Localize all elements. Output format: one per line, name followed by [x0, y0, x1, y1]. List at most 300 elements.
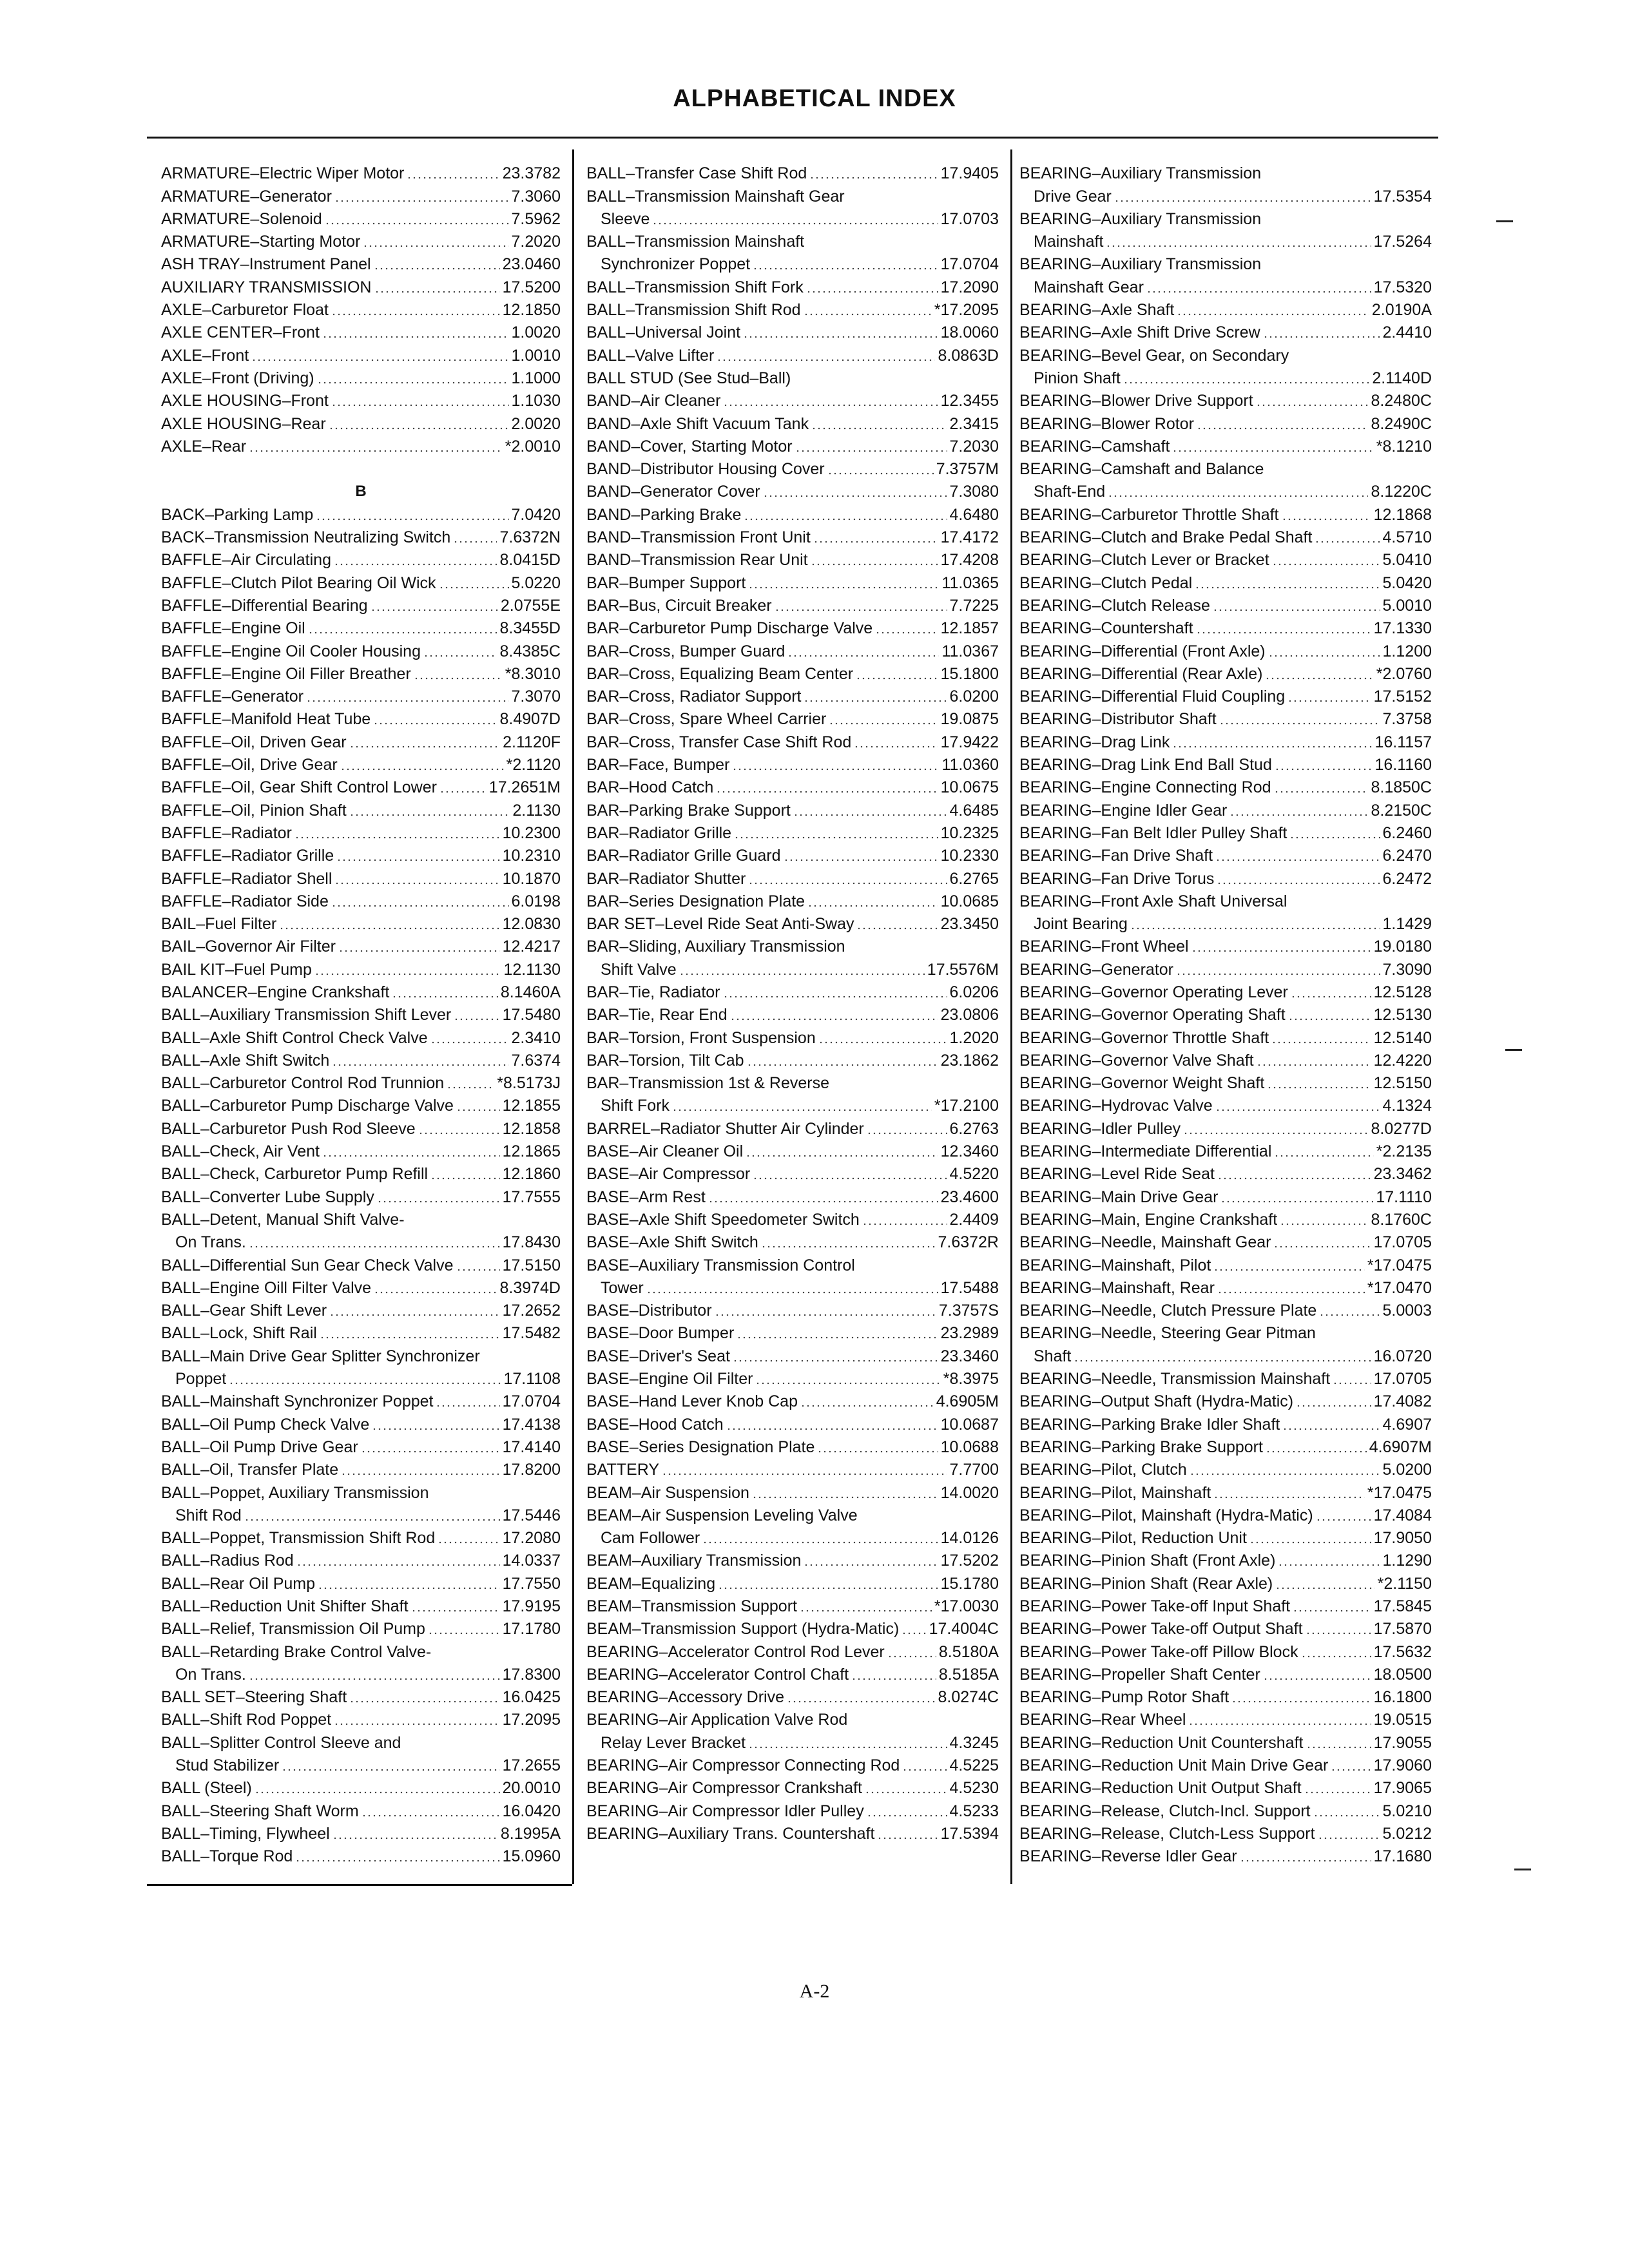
index-entry	[1019, 365, 1432, 387]
entry-page-ref: 2.4410	[1382, 323, 1432, 342]
entry-label: BAIL–Governor Air Filter	[161, 937, 336, 956]
entry-label: BAR–Tie, Radiator	[586, 983, 720, 1001]
entry-page-ref: 23.1862	[940, 1051, 999, 1070]
entry-label: BAFFLE–Oil, Drive Gear	[161, 756, 338, 774]
entry-label: BASE–Hood Catch	[586, 1415, 724, 1434]
leader-dots	[1287, 700, 1371, 702]
entry-label: BALL–Timing, Flywheel	[161, 1824, 330, 1843]
entry-label: BALL–Carburetor Control Rod Trunnion	[161, 1074, 445, 1093]
entry-label: Shaft-End	[1034, 483, 1106, 501]
leader-dots	[1331, 1769, 1371, 1771]
index-entry	[161, 1410, 561, 1433]
leader-dots	[329, 1314, 500, 1316]
entry-label: Tower	[601, 1278, 644, 1297]
entry-page-ref: 17.7550	[502, 1574, 561, 1593]
leader-dots	[787, 655, 939, 657]
entry-label: BEARING–Drag Link	[1019, 733, 1170, 751]
entry-label: BEARING–Mainshaft, Rear	[1019, 1278, 1215, 1297]
entry-label: BEARING–Pilot, Reduction Unit	[1019, 1529, 1247, 1548]
index-entry	[1019, 501, 1432, 523]
entry-label: BAFFLE–Radiator Shell	[161, 869, 333, 888]
entry-label: BEARING–Clutch and Brake Pedal Shaft	[1019, 528, 1313, 547]
index-entry	[161, 660, 561, 683]
entry-label: BEARING–Blower Rotor	[1019, 414, 1194, 433]
entry-label: Poppet	[175, 1370, 227, 1389]
leader-dots	[294, 836, 500, 839]
leader-dots	[454, 1018, 499, 1021]
index-entry	[586, 1797, 999, 1820]
leader-dots	[747, 1064, 938, 1066]
entry-label: BAFFLE–Engine Oil	[161, 619, 305, 638]
entry-page-ref: 7.3070	[511, 687, 561, 706]
index-entry	[1019, 160, 1432, 182]
entry-label: BEARING–Generator	[1019, 960, 1173, 979]
leader-dots	[1289, 836, 1380, 839]
entry-label: BEAM–Auxiliary Transmission	[586, 1552, 802, 1570]
entry-page-ref: 17.9195	[502, 1597, 561, 1615]
index-entry	[586, 251, 999, 273]
leader-dots	[1114, 200, 1371, 202]
entry-label: BEAM–Transmission Support (Hydra-Matic)	[586, 1620, 900, 1639]
index-entry	[586, 1138, 999, 1160]
index-entry	[586, 182, 999, 205]
leader-dots	[1256, 404, 1369, 407]
index-entry	[161, 1070, 561, 1092]
index-entry	[1019, 683, 1432, 706]
leader-dots	[1315, 541, 1380, 543]
entry-page-ref: 12.5128	[1373, 983, 1432, 1001]
leader-dots	[377, 1200, 500, 1203]
leader-dots	[483, 1360, 513, 1362]
leader-dots	[363, 245, 508, 247]
leader-dots	[407, 177, 499, 179]
index-entry	[161, 1206, 561, 1229]
leader-dots	[734, 836, 938, 839]
margin-mark	[1505, 1049, 1522, 1051]
leader-dots	[807, 905, 938, 907]
entry-page-ref: 17.5320	[1373, 278, 1432, 296]
index-entry	[161, 979, 561, 1001]
index-entry	[161, 1160, 561, 1183]
index-entry	[1019, 1524, 1432, 1547]
index-entry	[161, 319, 561, 341]
index-entry	[161, 842, 561, 865]
index-entry	[586, 910, 999, 933]
entry-label: BASE–Door Bumper	[586, 1324, 735, 1343]
entry-label: BALL–Universal Joint	[586, 323, 741, 342]
entry-page-ref: 5.0010	[1382, 596, 1432, 615]
entry-label: BEARING–Camshaft	[1019, 437, 1170, 456]
index-entry	[586, 592, 999, 615]
leader-dots	[1217, 1177, 1371, 1180]
entry-page-ref: 6.2460	[1382, 823, 1432, 842]
entry-page-ref: 17.0703	[940, 209, 999, 228]
entry-page-ref: 17.5200	[502, 278, 561, 296]
index-entry	[586, 728, 999, 751]
entry-label: BALL–Transmission Mainshaft	[586, 233, 805, 251]
entry-page-ref: 17.9065	[1373, 1779, 1432, 1798]
entry-page-ref: 17.0705	[1373, 1370, 1432, 1389]
entry-label: BEARING–Front Wheel	[1019, 937, 1189, 956]
index-entry	[161, 1524, 561, 1547]
index-entry	[161, 1001, 561, 1024]
entry-page-ref: *17.2095	[934, 301, 999, 320]
entry-page-ref: 23.3782	[502, 164, 561, 183]
index-entry	[586, 1274, 999, 1297]
entry-page-ref: 19.0875	[940, 710, 999, 729]
index-entry	[1019, 1502, 1432, 1524]
leader-dots	[829, 722, 938, 725]
index-entry	[161, 888, 561, 910]
index-entry	[586, 1297, 999, 1320]
entry-page-ref: 16.1800	[1373, 1688, 1432, 1707]
entry-label: BEARING–Intermediate Differential	[1019, 1142, 1272, 1161]
leader-dots	[374, 267, 500, 270]
leader-dots	[349, 814, 510, 816]
entry-label: BAR SET–Level Ride Seat Anti-Sway	[586, 915, 854, 934]
entry-page-ref: 7.6372R	[938, 1233, 999, 1252]
index-entry	[1019, 456, 1432, 478]
leader-dots	[1257, 1064, 1371, 1066]
index-entry	[1019, 546, 1432, 569]
leader-dots	[1188, 1723, 1371, 1725]
entry-page-ref: 8.1460A	[500, 983, 561, 1001]
index-entry	[1019, 1410, 1432, 1433]
entry-label: BAFFLE–Oil, Gear Shift Control Lower	[161, 778, 437, 797]
entry-page-ref: 8.4907D	[499, 710, 561, 729]
entry-label: BEARING–Differential (Front Axle)	[1019, 642, 1266, 660]
leader-dots	[716, 791, 938, 793]
leader-dots	[862, 1223, 947, 1225]
entry-page-ref: 10.0687	[940, 1415, 999, 1434]
index-entry	[586, 1479, 999, 1501]
leader-dots	[428, 1632, 500, 1635]
entry-label: AXLE–Front	[161, 346, 249, 365]
entry-page-ref: 17.1108	[503, 1370, 561, 1389]
index-entry	[586, 1070, 999, 1092]
page-title: ALPHABETICAL INDEX	[673, 85, 956, 112]
entry-page-ref: 8.2480C	[1371, 392, 1432, 410]
leader-dots	[1176, 973, 1380, 975]
index-entry	[586, 1183, 999, 1206]
entry-label: BEARING–Main Drive Gear	[1019, 1187, 1219, 1206]
entry-page-ref: 8.0863D	[938, 346, 999, 365]
entry-label: BALL–Differential Sun Gear Check Valve	[161, 1256, 454, 1274]
entry-page-ref: 7.3080	[949, 483, 999, 501]
entry-page-ref: 12.5130	[1373, 1006, 1432, 1024]
entry-label: BAFFLE–Differential Bearing	[161, 596, 368, 615]
leader-dots	[753, 267, 938, 270]
entry-page-ref: 23.3460	[940, 1347, 999, 1365]
margin-mark	[1496, 220, 1513, 222]
entry-page-ref: 19.0180	[1373, 937, 1432, 956]
leader-dots	[1264, 177, 1384, 179]
entry-label: BALL–Engine Oill Filter Valve	[161, 1278, 372, 1297]
index-entry	[1019, 796, 1432, 819]
index-entry	[161, 706, 561, 728]
index-entry	[161, 1047, 561, 1070]
leader-dots	[456, 1269, 500, 1271]
entry-page-ref: 17.1110	[1376, 1187, 1432, 1206]
leader-dots	[332, 1064, 508, 1066]
entry-label: BAR–Radiator Grille Guard	[586, 847, 781, 865]
leader-dots	[1215, 1109, 1380, 1111]
leader-dots	[338, 950, 500, 952]
entry-page-ref: *2.0760	[1376, 664, 1432, 683]
entry-label: BAFFLE–Clutch Pilot Bearing Oil Wick	[161, 573, 436, 592]
entry-page-ref: 12.5140	[1373, 1028, 1432, 1047]
entry-page-ref: 7.2020	[511, 233, 561, 251]
entry-label: BAR–Radiator Grille	[586, 823, 732, 842]
entry-label: BEARING–Governor Valve Shaft	[1019, 1051, 1254, 1070]
entry-page-ref: 7.3757M	[936, 460, 999, 479]
index-entry	[161, 433, 561, 456]
leader-dots	[1265, 677, 1373, 680]
leader-dots	[336, 859, 499, 861]
entry-label: Shift Valve	[601, 960, 677, 979]
entry-label: BEAM–Air Suspension	[586, 1483, 749, 1502]
entry-label: BAND–Air Cleaner	[586, 392, 721, 410]
leader-dots	[1289, 905, 1384, 907]
entry-page-ref: *8.3010	[505, 664, 561, 683]
entry-page-ref: 1.0020	[511, 323, 561, 342]
index-entry	[161, 569, 561, 591]
index-entry	[161, 1684, 561, 1706]
entry-label: BEARING–Distributor Shaft	[1019, 710, 1217, 729]
entry-label: BEARING–Engine Connecting Rod	[1019, 778, 1271, 797]
index-entry	[1019, 637, 1432, 660]
index-entry	[586, 341, 999, 364]
leader-dots	[1240, 1860, 1371, 1862]
entry-page-ref: 2.0020	[511, 414, 561, 433]
entry-page-ref: 18.0060	[940, 323, 999, 342]
entry-page-ref: 12.3455	[940, 392, 999, 410]
leader-dots	[361, 1814, 500, 1817]
index-entry	[1019, 1797, 1432, 1820]
index-entry	[161, 1092, 561, 1115]
index-entry	[161, 956, 561, 978]
leader-dots	[1231, 1700, 1371, 1703]
leader-dots	[718, 1587, 938, 1590]
index-entry	[161, 933, 561, 956]
leader-dots	[723, 995, 947, 998]
entry-page-ref: 17.0705	[1373, 1233, 1432, 1252]
entry-label: BALL–Retarding Brake Control Valve-	[161, 1642, 432, 1661]
entry-page-ref: 16.0720	[1373, 1347, 1432, 1365]
entry-label: BEARING–Governor Operating Lever	[1019, 983, 1288, 1001]
index-entry	[586, 546, 999, 569]
leader-dots	[334, 200, 509, 202]
leader-dots	[1263, 1678, 1371, 1680]
leader-dots	[854, 745, 938, 748]
entry-label: BALL–Radius Rod	[161, 1552, 294, 1570]
leader-dots	[1278, 1564, 1380, 1566]
index-column-3	[1019, 160, 1432, 1865]
entry-label: Mainshaft Gear	[1034, 278, 1144, 296]
entry-label: BEARING–Pump Rotor Shaft	[1019, 1688, 1229, 1707]
leader-dots	[331, 905, 509, 907]
index-entry	[1019, 228, 1432, 251]
entry-page-ref: 23.3462	[1373, 1165, 1432, 1184]
entry-page-ref: 17.5202	[940, 1552, 999, 1570]
entry-label: BALL–Mainshaft Synchronizer Poppet	[161, 1392, 434, 1411]
leader-dots	[748, 882, 947, 885]
entry-label: BAR–Hood Catch	[586, 778, 714, 797]
entry-page-ref: 7.3758	[1382, 710, 1432, 729]
entry-page-ref: 6.0200	[949, 687, 999, 706]
leader-dots	[361, 1450, 500, 1453]
entry-label: BALL–Splitter Control Sleeve and	[161, 1733, 401, 1752]
index-entry	[161, 524, 561, 546]
index-entry	[1019, 1138, 1432, 1160]
entry-page-ref: 6.2470	[1382, 847, 1432, 865]
leader-dots	[1229, 814, 1368, 816]
leader-dots	[804, 1564, 938, 1566]
entry-page-ref: *17.0475	[1367, 1483, 1432, 1502]
index-entry	[1019, 751, 1432, 774]
leader-dots	[748, 1746, 947, 1749]
index-entry	[161, 1752, 561, 1774]
index-entry	[161, 683, 561, 706]
entry-label: BALL–Axle Shift Switch	[161, 1051, 330, 1070]
index-entry	[586, 956, 999, 978]
entry-label: BEARING–Mainshaft, Pilot	[1019, 1256, 1211, 1274]
entry-page-ref: 4.6480	[949, 505, 999, 524]
leader-dots	[793, 381, 951, 384]
entry-label: BAR–Bumper Support	[586, 573, 746, 592]
entry-page-ref: 12.4220	[1373, 1051, 1432, 1070]
entry-page-ref: 14.0020	[940, 1483, 999, 1502]
leader-dots	[249, 1245, 500, 1248]
index-entry	[1019, 1388, 1432, 1410]
entry-label: BEARING–Governor Weight Shaft	[1019, 1074, 1265, 1093]
entry-label: BASE–Air Compressor	[586, 1165, 751, 1184]
leader-dots	[1282, 1428, 1380, 1430]
index-entry	[586, 1638, 999, 1660]
entry-label: BALL–Transmission Shift Fork	[586, 278, 804, 296]
leader-dots	[652, 222, 938, 225]
entry-page-ref: 10.2325	[940, 823, 999, 842]
entry-page-ref: *2.1150	[1377, 1574, 1432, 1593]
entry-page-ref: 7.5962	[511, 209, 561, 228]
index-entry	[1019, 1456, 1432, 1479]
entry-label: BALL–Oil, Transfer Plate	[161, 1461, 339, 1479]
index-entry	[161, 1797, 561, 1820]
leader-dots	[1274, 1155, 1373, 1157]
index-entry	[1019, 1706, 1432, 1729]
entry-page-ref: 17.7555	[502, 1187, 561, 1206]
index-entry	[161, 1547, 561, 1570]
entry-page-ref: 4.5710	[1382, 528, 1432, 547]
entry-label: BAR–Cross, Transfer Case Shift Rod	[586, 733, 852, 751]
entry-label: BEARING–Accelerator Control Chaft	[586, 1665, 849, 1684]
index-entry	[1019, 410, 1432, 432]
index-entry	[586, 1456, 999, 1479]
entry-label: BALL–Shift Rod Poppet	[161, 1711, 332, 1729]
leader-dots	[333, 1837, 498, 1840]
entry-label: BEARING–Pilot, Clutch	[1019, 1461, 1187, 1479]
entry-label: Sleeve	[601, 209, 650, 228]
leader-dots	[730, 1018, 938, 1021]
entry-page-ref: 2.3410	[511, 1028, 561, 1047]
entry-label: BAND–Generator Cover	[586, 483, 760, 501]
index-entry	[1019, 865, 1432, 887]
leader-dots	[279, 927, 499, 930]
entry-label: BALL–Steering Shaft Worm	[161, 1802, 359, 1820]
index-entry	[161, 365, 561, 387]
entry-page-ref: 8.0274C	[938, 1688, 999, 1707]
index-entry	[586, 1047, 999, 1070]
index-entry	[1019, 1206, 1432, 1229]
leader-dots	[902, 1769, 947, 1771]
entry-page-ref: 16.0420	[502, 1802, 561, 1820]
index-entry	[161, 1251, 561, 1274]
entry-label: BEARING–Countershaft	[1019, 619, 1193, 638]
leader-dots	[255, 1791, 500, 1794]
leader-dots	[867, 1132, 947, 1135]
entry-label: BAR–Torsion, Tilt Cab	[586, 1051, 744, 1070]
entry-page-ref: 8.2490C	[1371, 414, 1432, 433]
entry-page-ref: 23.3450	[940, 915, 999, 934]
leader-dots	[763, 495, 947, 497]
index-entry	[1019, 910, 1432, 933]
entry-page-ref: 12.1857	[940, 619, 999, 638]
entry-label: On Trans.	[175, 1233, 246, 1252]
index-entry	[161, 1502, 561, 1524]
entry-label: AUXILIARY TRANSMISSION	[161, 278, 372, 296]
entry-label: BAR–Tie, Rear End	[586, 1006, 728, 1024]
entry-page-ref: *2.1120	[506, 756, 561, 774]
entry-label: BEARING–Pilot, Mainshaft (Hydra-Matic)	[1019, 1506, 1313, 1524]
entry-label: BAR–Parking Brake Support	[586, 801, 791, 820]
leader-dots	[331, 313, 500, 316]
entry-label: BAR–Cross, Bumper Guard	[586, 642, 786, 660]
entry-page-ref: 17.5480	[502, 1006, 561, 1024]
entry-label: BEARING–Main, Engine Crankshaft	[1019, 1210, 1278, 1229]
index-entry	[161, 1774, 561, 1797]
index-entry	[1019, 1342, 1432, 1365]
entry-label: BALL (Steel)	[161, 1779, 252, 1798]
entry-page-ref: 15.1780	[940, 1574, 999, 1593]
entry-label: BAR–Face, Bumper	[586, 756, 730, 774]
entry-label: BASE–Distributor	[586, 1302, 712, 1320]
index-entry	[1019, 251, 1432, 273]
index-entry	[161, 1638, 561, 1660]
entry-label: BEARING–Parking Brake Support	[1019, 1437, 1263, 1456]
entry-label: BEARING–Release, Clutch-Less Support	[1019, 1824, 1315, 1843]
leader-dots	[827, 472, 934, 475]
leader-dots	[807, 245, 951, 247]
index-entry	[1019, 1593, 1432, 1615]
entry-page-ref: 2.1140D	[1372, 369, 1432, 387]
entry-label: BAND–Distributor Housing Cover	[586, 460, 825, 479]
entry-label: BEARING–Power Take-off Input Shaft	[1019, 1597, 1291, 1615]
leader-dots	[1291, 995, 1371, 998]
leader-dots	[817, 1450, 938, 1453]
leader-dots	[403, 1746, 513, 1749]
leader-dots	[1249, 1541, 1371, 1544]
index-entry	[586, 387, 999, 410]
index-entry	[161, 1456, 561, 1479]
entry-label: BEARING–Idler Pulley	[1019, 1119, 1181, 1138]
index-entry	[586, 1729, 999, 1751]
entry-page-ref: *17.2100	[934, 1097, 999, 1115]
index-entry	[586, 751, 999, 774]
entry-label: BAIL KIT–Fuel Pump	[161, 960, 312, 979]
leader-dots	[737, 1336, 938, 1339]
entry-page-ref: 8.1995A	[500, 1824, 561, 1843]
entry-label: BEARING–Rear Wheel	[1019, 1711, 1186, 1729]
